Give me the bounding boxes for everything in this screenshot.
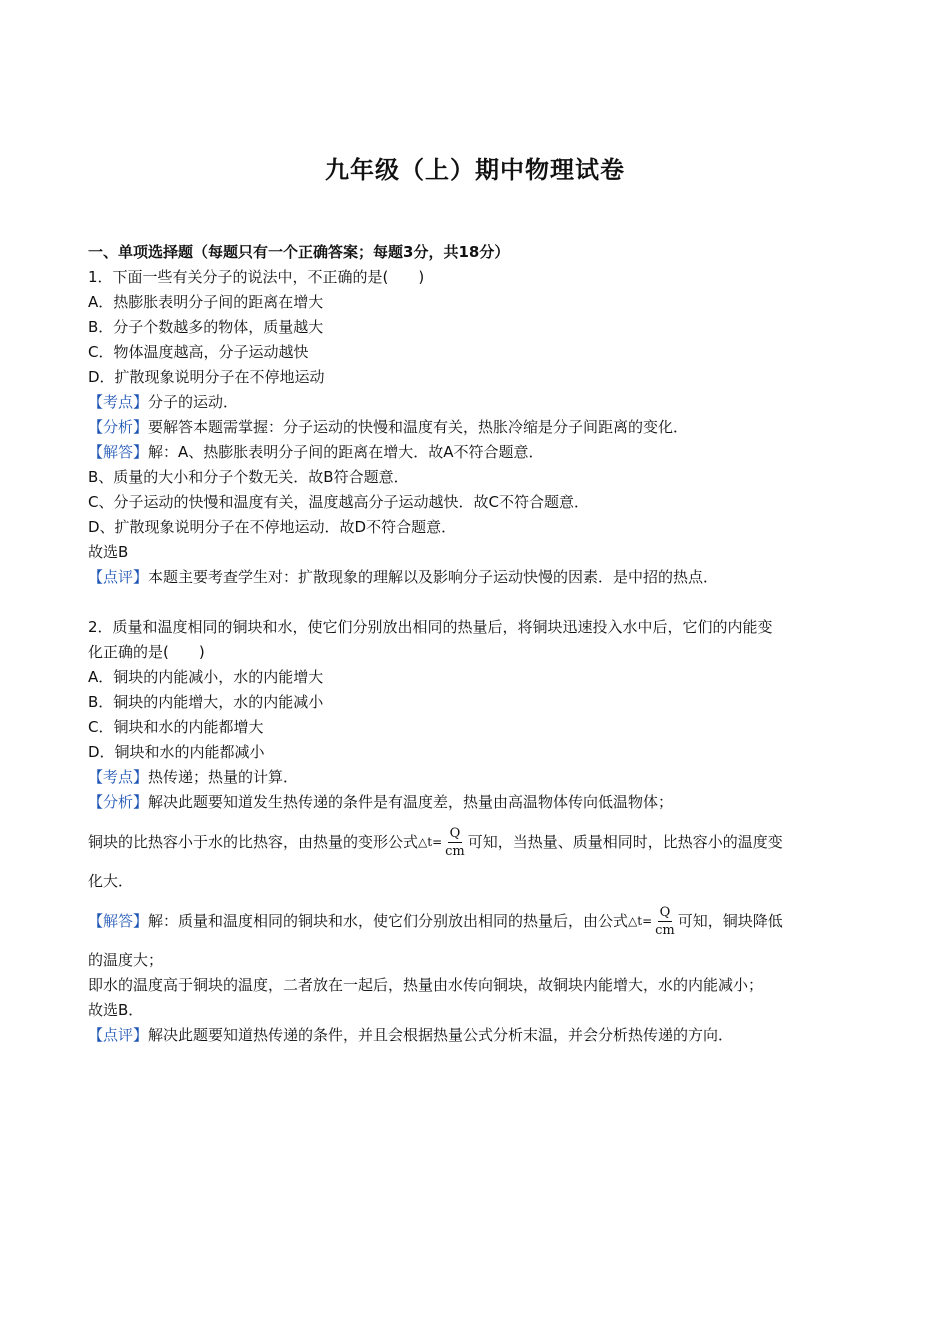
q2-jieda-formula-line bbox=[88, 894, 868, 948]
q1-option-d: D．扩散现象说明分子在不停地运动 bbox=[88, 368, 325, 386]
q2-fenxi-text-after: 可知，当热量、质量相同时，比热容小的温度变 bbox=[467, 832, 783, 851]
q2-option-a: A．铜块的内能减小，水的内能增大 bbox=[88, 668, 324, 686]
q1-dianping-text: 本题主要考查学生对：扩散现象的理解以及影响分子运动快慢的因素．是中招的热点． bbox=[148, 568, 719, 586]
q2-fenxi-text: 解决此题要知道发生热传递的条件是有温度差，热量由高温物体传向低温物体； bbox=[148, 793, 674, 811]
q1-jieda-line-b: B、质量的大小和分子个数无关．故B符合题意． bbox=[88, 468, 409, 486]
q2-fenxi-formula-line bbox=[88, 815, 868, 869]
page-title: 九年级（上）期中物理试卷 bbox=[325, 156, 625, 184]
formula-fraction bbox=[443, 826, 467, 859]
q2-option-b: B．铜块的内能增大，水的内能减小 bbox=[88, 693, 324, 711]
q2-kaodian-text: 热传递；热量的计算． bbox=[148, 768, 299, 786]
kaodian-tag: 【考点】 bbox=[88, 393, 149, 411]
formula-denominator: cm bbox=[445, 843, 465, 859]
section-heading: 一、单项选择题（每题只有一个正确答案；每题3分，共18分） bbox=[88, 243, 510, 261]
formula-denominator: cm bbox=[655, 922, 675, 938]
dianping-tag: 【点评】 bbox=[88, 568, 149, 586]
q2-fenxi-text-before: 铜块的比热容小于水的比热容，由热量的变形公式 bbox=[88, 832, 419, 851]
q2-stem-line2: 化正确的是( ) bbox=[88, 643, 205, 661]
q1-kaodian-text: 分子的运动． bbox=[148, 393, 239, 411]
q2-option-c: C．铜块和水的内能都增大 bbox=[88, 718, 264, 736]
q1-option-b: B．分子个数越多的物体，质量越大 bbox=[88, 318, 324, 336]
q1-jieda-line-d: D、扩散现象说明分子在不停地运动．故D不符合题意． bbox=[88, 518, 457, 536]
q2-option-d: D．铜块和水的内能都减小 bbox=[88, 743, 265, 761]
q1-jieda bbox=[88, 440, 868, 465]
q1-fenxi-text: 要解答本题需掌握：分子运动的快慢和温度有关，热胀冷缩是分子间距离的变化． bbox=[148, 418, 689, 436]
jieda-tag: 【解答】 bbox=[88, 443, 149, 461]
q2-jieda-line2: 的温度大； bbox=[88, 951, 164, 969]
q1-dianping bbox=[88, 565, 868, 590]
q2-dianping bbox=[88, 1023, 868, 1048]
q2-jieda-line3: 即水的温度高于铜块的温度，二者放在一起后，热量由水传向铜块，故铜块内能增大，水的内能减小； bbox=[88, 976, 764, 994]
spacer bbox=[88, 590, 868, 615]
q2-answer: 故选B． bbox=[88, 1001, 144, 1019]
q1-kaodian bbox=[88, 390, 868, 415]
formula-lhs: △t= bbox=[628, 913, 653, 928]
formula-lhs: △t= bbox=[418, 834, 443, 849]
q2-fenxi bbox=[88, 790, 868, 815]
q2-jieda-text-before: 解：质量和温度相同的铜块和水，使它们分别放出相同的热量后，由公式 bbox=[148, 911, 629, 930]
q1-option-c: C．物体温度越高，分子运动越快 bbox=[88, 343, 309, 361]
fenxi-tag: 【分析】 bbox=[88, 418, 149, 436]
fenxi-tag: 【分析】 bbox=[88, 793, 149, 811]
q1-answer: 故选B bbox=[88, 543, 129, 561]
document-body bbox=[88, 240, 868, 1048]
q2-fenxi-line3: 化大． bbox=[88, 872, 134, 890]
q2-kaodian bbox=[88, 765, 868, 790]
q2-jieda-text-after: 可知，铜块降低 bbox=[677, 911, 783, 930]
q1-fenxi bbox=[88, 415, 868, 440]
formula-fraction bbox=[653, 905, 677, 938]
q1-stem: 1．下面一些有关分子的说法中，不正确的是( ) bbox=[88, 268, 425, 286]
q1-jieda-text: 解：A、热膨胀表明分子间的距离在增大．故A不符合题意． bbox=[148, 443, 544, 461]
jieda-tag: 【解答】 bbox=[88, 911, 149, 930]
dianping-tag: 【点评】 bbox=[88, 1026, 149, 1044]
q2-dianping-text: 解决此题要知道热传递的条件，并且会根据热量公式分析末温，并会分析热传递的方向． bbox=[148, 1026, 734, 1044]
q1-option-a: A．热膨胀表明分子间的距离在增大 bbox=[88, 293, 324, 311]
formula-numerator: Q bbox=[659, 904, 671, 920]
kaodian-tag: 【考点】 bbox=[88, 768, 149, 786]
q1-jieda-line-c: C、分子运动的快慢和温度有关，温度越高分子运动越快．故C不符合题意． bbox=[88, 493, 589, 511]
formula-numerator: Q bbox=[449, 825, 461, 841]
q2-stem-line1: 2．质量和温度相同的铜块和水，使它们分别放出相同的热量后，将铜块迅速投入水中后，它们的内能变 bbox=[88, 618, 773, 636]
